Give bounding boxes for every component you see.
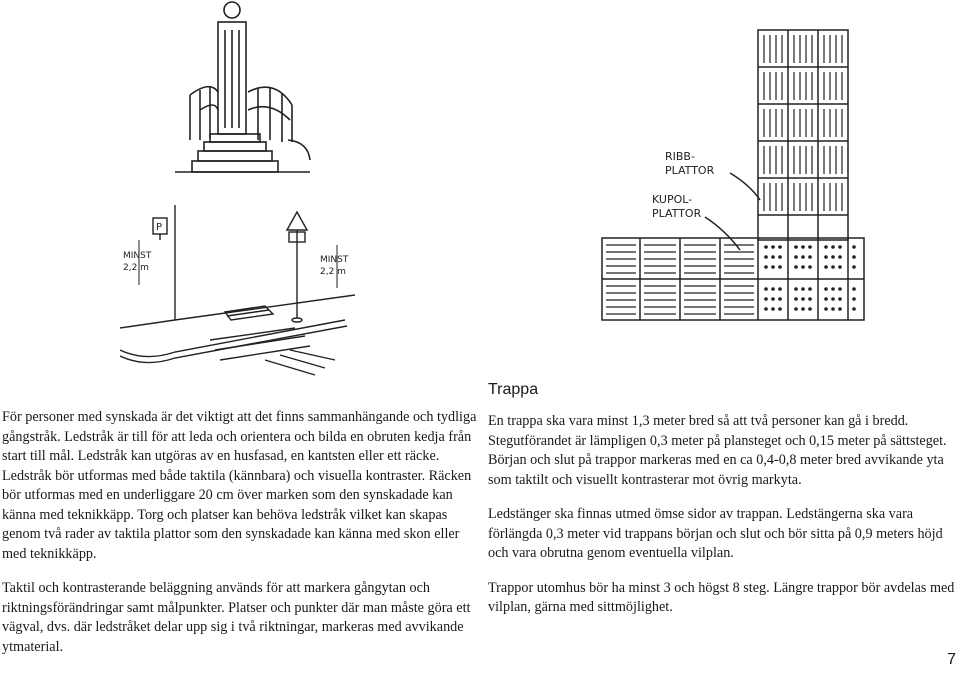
section-heading: Trappa bbox=[488, 381, 539, 398]
right-text-column bbox=[488, 412, 958, 633]
svg-text:P: P bbox=[156, 222, 163, 233]
right-paragraph-3: Trappor utomhus bör ha minst 3 och högst 8 steg. Längre trappor bör avdelas med vilplan, gärna med sittmöjlighet. bbox=[488, 579, 955, 615]
corner-illustration bbox=[115, 200, 375, 390]
svg-text:PLATTOR: PLATTOR bbox=[665, 164, 715, 177]
right-paragraph-2: Ledstänger ska finnas utmed ömse sidor av trappan. Ledstängerna ska vara förlängda 0,3 meter vid trappans början och slut och bör sitta på 0,9 meters höjd och vara obrutna genom eventuella vilplan. bbox=[488, 506, 943, 561]
left-paragraph-2: Taktil och kontrasterande beläggning används för att markera gångytan och riktningsförändringar samt målpunkter. Platser och punkter där man måste göra ett vägval, dvs. där ledstråket delar upp sig i två riktningar, markeras med avvikande ytmaterial. bbox=[2, 580, 471, 655]
tactile-tiles-illustration bbox=[600, 25, 865, 325]
tiles-label-ribb: RIBB- bbox=[665, 150, 695, 163]
right-paragraph-1: En trappa ska vara minst 1,3 meter bred så att två personer kan gå i bredd. Stegutförandet är lämpligen 0,3 meter på plansteget och 0,15 meter på sättsteget. Början och slut på trappor markeras med en ca 0,4-0,8 meter bred avvikande yta som taktilt och visuellt kontrasterar mot övrig markyta. bbox=[488, 413, 947, 488]
corner-label-left: MINST bbox=[123, 251, 152, 261]
corner-label-right: MINST bbox=[320, 255, 349, 265]
stairs-illustration bbox=[170, 0, 320, 180]
svg-text:2,2 m: 2,2 m bbox=[123, 263, 149, 273]
left-text-column bbox=[2, 408, 478, 672]
left-paragraph-1: För personer med synskada är det viktigt att det finns sammanhängande och tydliga gångstråk. Ledstråk är till för att leda och orientera och bilda en obruten kedja från start till mål. Ledstråk kan utgöras av en husfasad, en kantsten eller ett räcke. Ledstråk bör utformas med både taktila (kännbara) och visuella kontraster. Räcken bör utformas med en underliggare 20 cm över marken som den synskadade kan känna med teknikkäpp. Torg och platser kan behöva ledstråk vilket kan skapas genom två rader av taktila plattor som den synskadade kan känna med skon eller med teknikkäpp. bbox=[2, 409, 477, 562]
svg-text:PLATTOR: PLATTOR bbox=[652, 207, 702, 220]
tiles-label-kupol: KUPOL- bbox=[652, 193, 693, 206]
page-number: 7 bbox=[947, 651, 956, 668]
svg-text:2,2 m: 2,2 m bbox=[320, 267, 346, 277]
